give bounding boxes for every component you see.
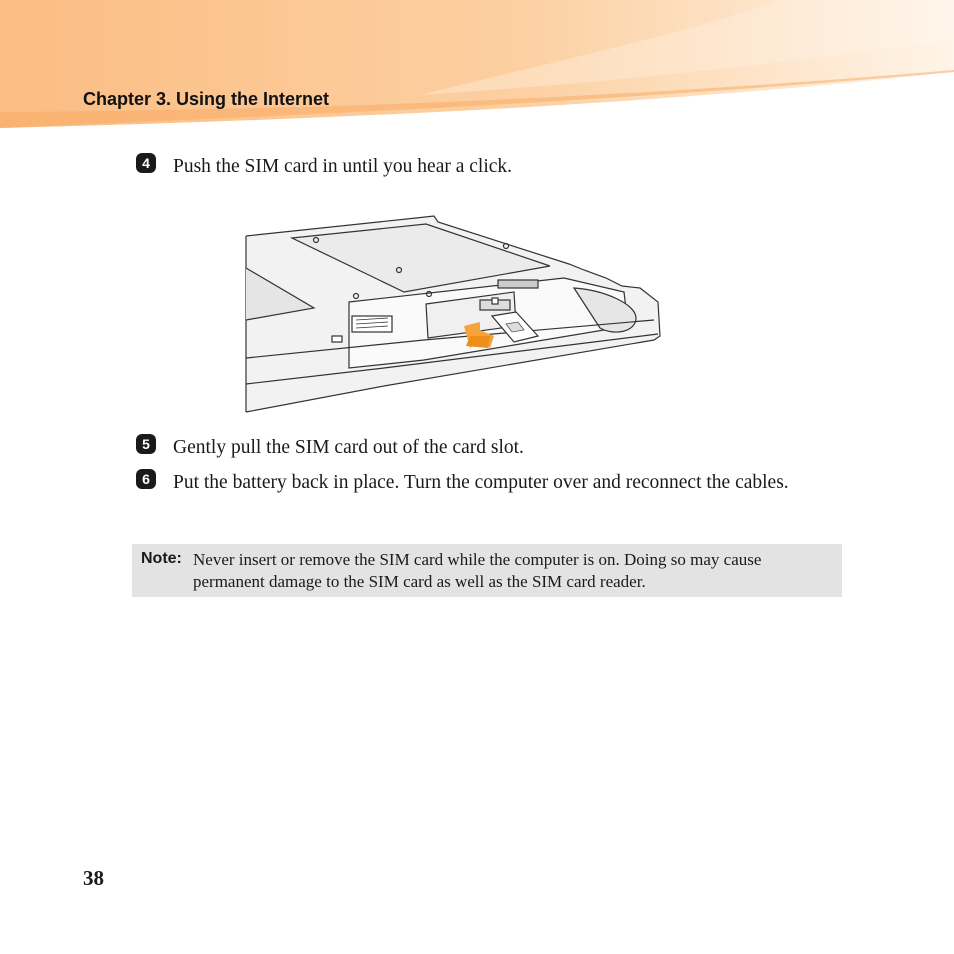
step-5 (136, 433, 833, 462)
note-text: Never insert or remove the SIM card while the computer is on. Doing so may cause permanent damage to the SIM card as well as the SIM card reader. (193, 550, 762, 591)
note-label: Note: (141, 550, 182, 567)
laptop-sim-slot-illustration-icon (244, 208, 666, 416)
step-text: Push the SIM card in until you hear a click. (173, 156, 513, 177)
note-box (132, 544, 842, 597)
header-gradient-band (0, 0, 954, 130)
page-number: 38 (83, 866, 104, 890)
step-6 (136, 468, 833, 497)
step-text: Gently pull the SIM card out of the card slot. (173, 437, 524, 458)
step-number-badge: 6 (136, 469, 156, 489)
step-number-badge: 4 (136, 153, 156, 173)
step-4 (136, 152, 833, 181)
chapter-title: Chapter 3. Using the Internet (83, 89, 330, 109)
step-text: Put the battery back in place. Turn the computer over and reconnect the cables. (173, 472, 789, 493)
step-number-badge: 5 (136, 434, 156, 454)
